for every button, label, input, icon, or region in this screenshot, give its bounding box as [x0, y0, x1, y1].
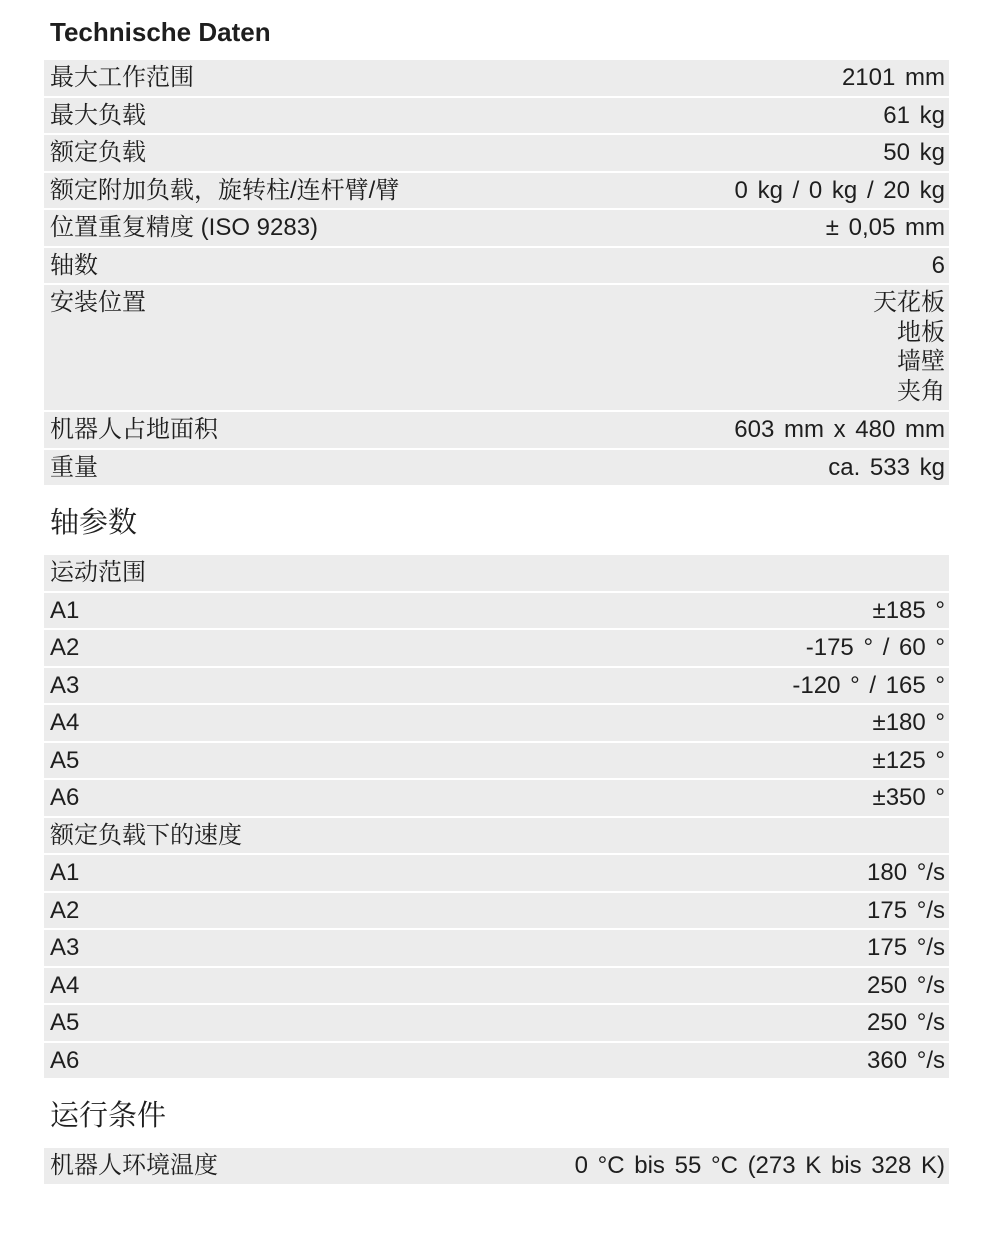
row-value: 250 °/s	[867, 971, 945, 999]
table-row	[44, 210, 949, 248]
row-label: 重量	[50, 453, 98, 481]
row-value: ±125 °	[872, 746, 945, 774]
row-label: A2	[50, 896, 80, 924]
row-value: 175 °/s	[867, 896, 945, 924]
row-label: A6	[50, 784, 80, 811]
mount-option: 墙壁	[897, 348, 945, 375]
row-label: A1	[50, 596, 80, 624]
operating-conditions-table	[44, 1148, 949, 1186]
row-value: -120 ° / 165 °	[792, 671, 945, 699]
row-label: 安装位置	[50, 289, 146, 316]
row-label: 机器人占地面积	[50, 416, 218, 443]
table-row	[44, 668, 949, 706]
table-row	[44, 135, 949, 173]
row-label: A3	[50, 671, 80, 699]
row-value: 603 mm x 480 mm	[734, 416, 945, 443]
table-row	[44, 412, 949, 450]
row-label: A4	[50, 709, 80, 736]
table-row	[44, 780, 949, 818]
table-row	[44, 1043, 949, 1081]
row-label: 最大负载	[50, 101, 146, 129]
section-title-axis-parameters: 轴参数	[50, 507, 138, 539]
row-value: 61 kg	[883, 101, 945, 129]
row-value: ±185 °	[872, 596, 945, 624]
datasheet	[44, 0, 949, 1186]
row-label: A1	[50, 859, 80, 886]
table-row	[44, 593, 949, 631]
table-row	[44, 968, 949, 1006]
row-label: 轴数	[50, 251, 98, 279]
row-label: A4	[50, 971, 80, 999]
table-row	[44, 60, 949, 98]
table-row	[44, 893, 949, 931]
row-value: -175 ° / 60 °	[805, 634, 945, 661]
row-value: 360 °/s	[867, 1046, 945, 1074]
row-label: A6	[50, 1046, 80, 1074]
technical-data-table	[44, 60, 949, 487]
row-label: 额定附加负载，旋转柱/连杆臂/臂	[50, 176, 400, 204]
table-row	[44, 248, 949, 286]
table-row	[44, 1148, 949, 1186]
table-row	[44, 173, 949, 211]
subheader-speed	[44, 818, 949, 856]
row-label: 机器人环境温度	[50, 1152, 218, 1179]
table-row	[44, 630, 949, 668]
mount-option: 夹角	[897, 377, 945, 405]
table-row	[44, 98, 949, 136]
table-row	[44, 1005, 949, 1043]
row-label: A2	[50, 634, 80, 661]
row-value: 0 °C bis 55 °C (273 K bis 328 K)	[574, 1152, 945, 1179]
row-value: ± 0,05 mm	[825, 214, 945, 241]
row-value: ±350 °	[872, 784, 945, 811]
row-value: 2101 mm	[841, 64, 945, 91]
row-value-list	[873, 285, 945, 410]
subheader-motion-range	[44, 555, 949, 593]
table-row	[44, 705, 949, 743]
row-label: 位置重复精度 (ISO 9283)	[50, 214, 319, 241]
subheader-label: 额定负载下的速度	[50, 821, 242, 849]
row-value: ±180 °	[872, 709, 945, 736]
row-value: 0 kg / 0 kg / 20 kg	[734, 176, 945, 204]
table-row	[44, 450, 949, 488]
mount-option: 地板	[897, 318, 945, 346]
section-title-operating-conditions: 运行条件	[50, 1100, 167, 1132]
row-label: A5	[50, 1009, 80, 1036]
row-value: 250 °/s	[867, 1009, 945, 1036]
table-row	[44, 855, 949, 893]
row-label: 最大工作范围	[50, 64, 194, 91]
table-row-mounting-position	[44, 285, 949, 412]
row-value: 180 °/s	[867, 859, 945, 886]
mount-option: 天花板	[873, 289, 945, 316]
row-value: 175 °/s	[867, 934, 945, 961]
row-value: ca. 533 kg	[828, 453, 945, 481]
section-title-technical-data: Technische Daten	[50, 17, 271, 47]
row-value: 50 kg	[883, 139, 945, 166]
subheader-label: 运动范围	[50, 559, 146, 586]
row-value: 6	[931, 251, 945, 279]
axis-parameters-table	[44, 555, 949, 1080]
table-row	[44, 743, 949, 781]
table-row	[44, 930, 949, 968]
row-label: A3	[50, 934, 80, 961]
row-label: 额定负载	[50, 139, 146, 166]
row-label: A5	[50, 746, 80, 774]
